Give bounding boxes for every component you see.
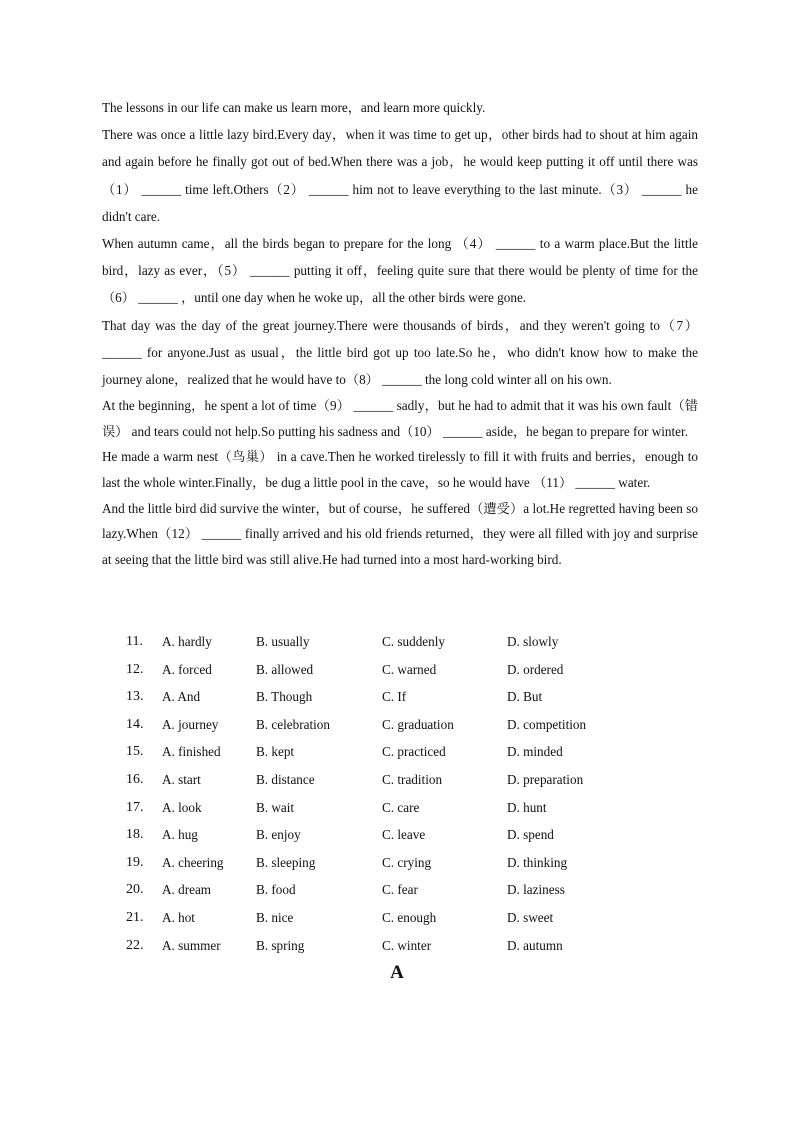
passage-paragraph-3: That day was the day of the great journey.There were thousands of birds，and they weren't going to（7） ______ for anyone.Just as usual，the little bird got up too late.So he，who didn't know how to make the journey alone，realized that he would have to（8） ______ the long cold winter all on his own.	[102, 317, 698, 388]
passage-paragraph-4: At the beginning，he spent a lot of time（9） ______ sadly，but he had to admit that it was his own fault（错误） and tears could not help.So putting his sadness and（10） ______ aside，he began to prepare for winter.	[102, 398, 698, 439]
option-d: D. sweet	[507, 909, 554, 925]
option-c: C. fear	[382, 882, 418, 898]
option-a: A. hug	[162, 827, 198, 843]
question-row	[102, 876, 698, 904]
section-heading: A	[390, 962, 404, 983]
question-row	[102, 766, 698, 794]
question-list	[102, 628, 698, 959]
question-number: 19.	[126, 854, 144, 870]
option-b: B. kept	[256, 744, 295, 760]
passage-intro: The lessons in our life can make us learn more，and learn more quickly.	[102, 100, 486, 115]
option-a: A. hot	[162, 909, 195, 925]
passage-paragraph-2: When autumn came，all the birds began to prepare for the long （4） ______ to a warm place.But the little bird，lazy as ever，（5） ______ putting it off，feeling quite sure that there would be plenty of time for the （6） ______ ，until one day when he woke up，all the other birds were gone.	[102, 236, 698, 306]
option-d: D. competition	[507, 716, 587, 732]
passage-paragraph-6: And the little bird did survive the winter，but of course，he suffered（遭受）a lot.He regretted having been so lazy.When（12） ______ finally arrived and his old friends returned，they were all filled with joy and surprise at seeing that the little bird was still alive.He had turned into a most hard-working bird.	[102, 500, 698, 567]
option-c: C. suddenly	[382, 634, 446, 649]
question-row	[102, 794, 698, 822]
option-b: B. Though	[256, 689, 313, 705]
question-row	[102, 711, 698, 739]
question-row	[102, 821, 698, 849]
option-c: C. practiced	[382, 744, 446, 760]
option-a: A. hardly	[162, 634, 212, 649]
option-b: B. nice	[256, 909, 294, 925]
option-b: B. sleeping	[256, 854, 316, 870]
option-d: D. But	[507, 689, 543, 705]
reading-passage	[102, 94, 698, 572]
option-d: D. laziness	[507, 882, 565, 898]
option-c: C. If	[382, 689, 407, 705]
question-row	[102, 683, 698, 711]
passage-paragraph-1: There was once a little lazy bird.Every day，when it was time to get up，other birds had to shout at him again and again before he finally got out of bed.When there was a job，he would keep putting it off until there was（1） ______ time left.Others（2） ______ him not to leave everything to the last minute.（3） ______ he didn't care.	[102, 127, 698, 224]
option-a: A. forced	[162, 661, 212, 677]
option-d: D. spend	[507, 827, 554, 843]
question-number: 21.	[126, 909, 144, 925]
question-number: 18.	[126, 827, 144, 843]
option-b: B. food	[256, 882, 296, 898]
option-b: B. usually	[256, 634, 310, 649]
question-row	[102, 904, 698, 932]
option-b: B. enjoy	[256, 827, 301, 843]
question-number: 17.	[126, 799, 144, 815]
option-a: A. start	[162, 771, 201, 787]
question-number: 20.	[126, 882, 144, 898]
question-row	[102, 849, 698, 877]
option-b: B. allowed	[256, 661, 314, 677]
question-row	[102, 656, 698, 684]
option-a: A. cheering	[162, 854, 224, 870]
option-a: A. journey	[162, 716, 219, 732]
option-d: D. hunt	[507, 799, 547, 815]
option-c: C. care	[382, 799, 420, 815]
option-a: A. summer	[162, 937, 221, 953]
option-a: A. look	[162, 799, 202, 815]
option-a: A. And	[162, 689, 201, 705]
option-c: C. enough	[382, 909, 437, 925]
question-number: 22.	[126, 937, 144, 953]
question-number: 12.	[126, 661, 144, 677]
option-b: B. celebration	[256, 716, 330, 732]
option-d: D. thinking	[507, 854, 568, 870]
option-d: D. slowly	[507, 634, 559, 649]
question-number: 15.	[126, 744, 144, 760]
question-number: 14.	[126, 716, 144, 732]
passage-paragraph-5: He made a warm nest（鸟巢） in a cave.Then he worked tirelessly to fill it with fruits and berries，enough to last the whole winter.Finally，be dug a little pool in the cave，so he would have （11） ______ water.	[102, 449, 698, 491]
option-d: D. preparation	[507, 771, 584, 787]
question-number: 16.	[126, 771, 144, 787]
option-b: B. spring	[256, 937, 305, 953]
question-row	[102, 628, 698, 656]
option-c: C. winter	[382, 937, 432, 953]
option-b: B. distance	[256, 771, 315, 787]
option-c: C. warned	[382, 661, 437, 677]
option-b: B. wait	[256, 799, 295, 815]
option-a: A. dream	[162, 882, 212, 898]
option-d: D. ordered	[507, 661, 564, 677]
option-c: C. crying	[382, 854, 432, 870]
question-row	[102, 932, 698, 960]
question-row	[102, 738, 698, 766]
option-a: A. finished	[162, 744, 221, 760]
option-c: C. graduation	[382, 716, 454, 732]
question-number: 13.	[126, 689, 144, 705]
question-number: 11.	[126, 634, 143, 649]
option-d: D. minded	[507, 744, 563, 760]
option-d: D. autumn	[507, 937, 563, 953]
option-c: C. leave	[382, 827, 426, 843]
option-c: C. tradition	[382, 771, 443, 787]
